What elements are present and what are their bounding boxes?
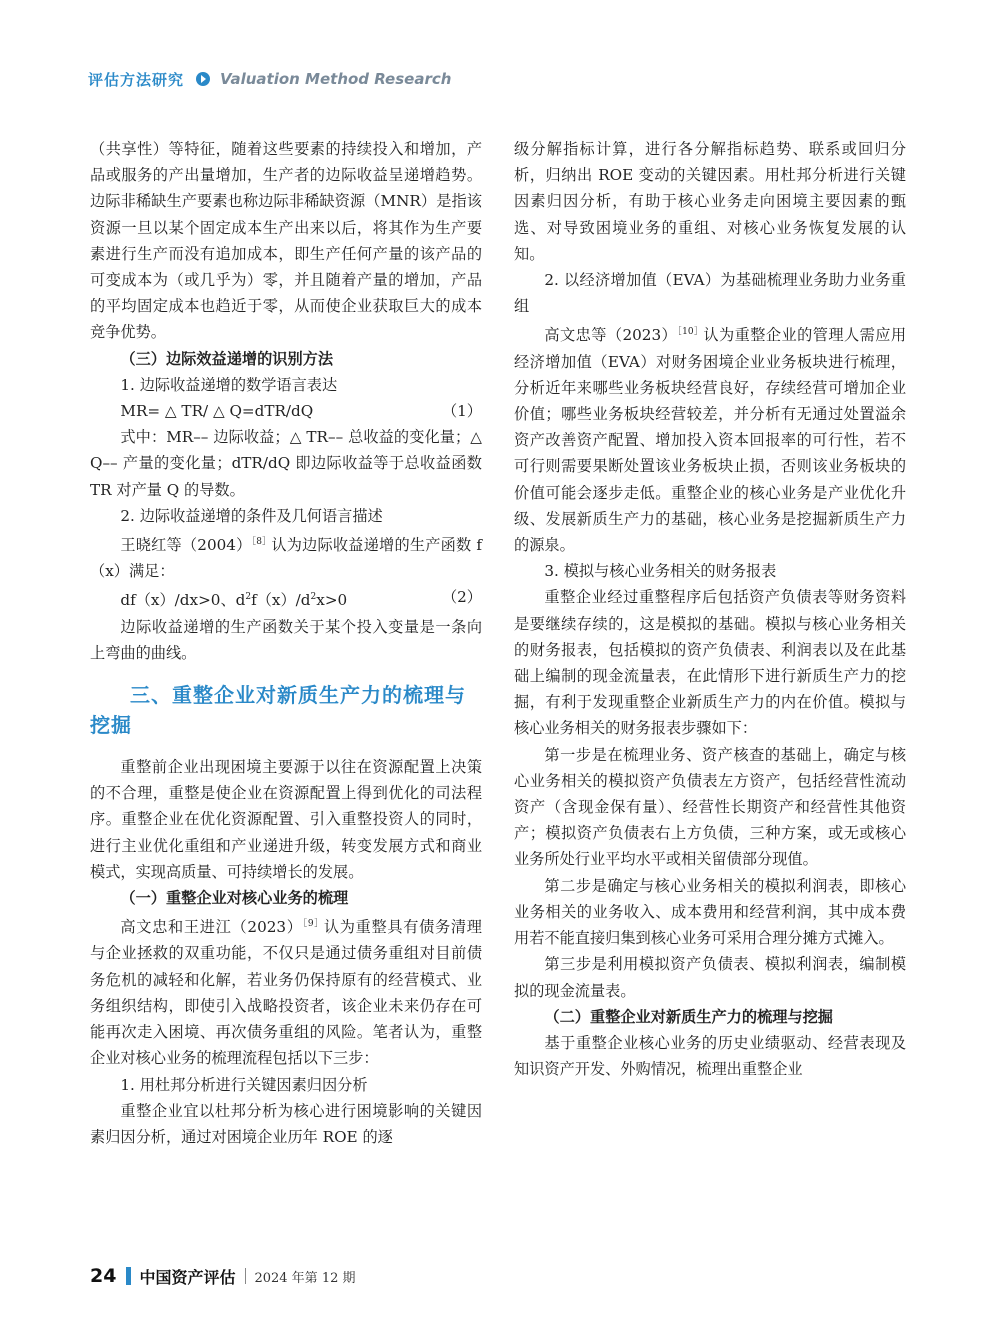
chevron-right-icon <box>196 72 210 86</box>
paragraph: 重整企业经过重整程序后包括资产负债表等财务资料是要继续存续的，这是模拟的基础。模拟与核心业务相关的财务报表，包括模拟的资产负债表、利润表以及在此基础上编制的现金流量表，在此情形下进行新质生产力的挖掘，有利于发现重整企业新质生产力的内在价值。模拟与核心业务相关的财务报表步骤如下： <box>514 588 906 738</box>
issue-label: 2024 年第 12 期 <box>254 1270 356 1286</box>
paragraph-text: 认为重整具有债务清理与企业拯救的双重功能，不仅只是通过债务重组对目前债务危机的减轻和化解，若业务仍保持原有的经营模式、业务组织结构，即使引入战略投资者，该企业未来仍存在可能再次走入困境、再次债务重组的风险。笔者认为，重整企业对核心业务的梳理流程包括以下三步： <box>90 918 482 1068</box>
paragraph <box>90 911 482 1071</box>
paragraph: 级分解指标计算，进行各分解指标趋势、联系或回归分析，归纳出 ROE 变动的关键因素。用杜邦分析进行关键因素归因分析，有助于核心业务走向困境主要因素的甄选、对导致困境业务的重组、对核心业务恢复发展的认知。 <box>514 140 906 263</box>
subsection-heading: （三）边际效益递增的识别方法 <box>120 349 334 368</box>
eq-part: f（x）/d <box>251 591 311 610</box>
reference-mark: ［9］ <box>302 919 324 930</box>
paragraph: 第三步是利用模拟资产负债表、模拟利润表，编制模拟的现金流量表。 <box>514 955 906 1000</box>
subsection-heading: （一）重整企业对核心业务的梳理 <box>120 889 349 908</box>
citation-author: 高文忠和王进江（2023） <box>120 918 303 937</box>
divider <box>245 1268 246 1284</box>
section-title-cn: 评估方法研究 <box>88 70 185 89</box>
paragraph: 第二步是确定与核心业务相关的模拟利润表，即核心业务相关的业务收入、成本费用和经营利润，其中成本费用若不能直接归集到核心业务可采用合理分摊方式摊入。 <box>514 876 906 948</box>
eq-sup: 2 <box>310 592 317 603</box>
right-column <box>514 136 906 1082</box>
page-footer <box>90 1265 356 1287</box>
section-heading: 三、重整企业对新质生产力的梳理与挖掘 <box>90 683 466 738</box>
subheading: 3. 模拟与核心业务相关的财务报表 <box>544 562 777 581</box>
running-header <box>88 68 451 90</box>
equation-number: （1） <box>441 402 482 421</box>
reference-mark: ［10］ <box>677 327 704 338</box>
journal-title: 中国资产评估 <box>139 1267 236 1287</box>
paragraph: 基于重整企业核心业务的历史业绩驱动、经营表现及知识资产开发、外购情况，梳理出重整企业 <box>514 1033 906 1079</box>
subheading: 1. 用杜邦分析进行关键因素归因分析 <box>120 1075 368 1094</box>
paragraph: （共享性）等特征，随着这些要素的持续投入和增加，产品或服务的产出量增加，生产者的边际收益呈递增趋势。边际非稀缺生产要素也称边际非稀缺资源（MNR）是指该资源一旦以某个固定成本生产出来以后，将其作为生产要素进行生产而没有追加成本，即生产任何产量的该产品的可变成本为（或几乎为）零，并且随着产量的增加，产品的平均固定成本也趋近于零，从而使企业获取巨大的成本竞争优势。 <box>90 140 482 342</box>
page-number: 24 <box>90 1265 117 1287</box>
paragraph: 重整前企业出现困境主要源于以往在资源配置上决策的不合理，重整是使企业在资源配置上得到优化的司法程序。重整企业在优化资源配置、引入重整投资人的同时，进行主业优化重组和产业递进升级，转变发展方式和商业模式，实现高质量、可持续增长的发展。 <box>90 758 482 881</box>
paragraph-text: 认为重整企业的管理人需应用经济增加值（EVA）对财务困境企业业务板块进行梳理，分析近年来哪些业务板块经营良好，存续经营可增加企业价值；哪些业务板块经营较差，并分析有无通过处置溢余资产改善资产配置、增加投入资本回报率的可行性，若不可行则需要果断处置该业务板块止损，否则该业务板块的价值可能会逐步走低。重整企业的核心业务是产业优化升级、发展新质生产力的基础，核心业务是挖掘新质生产力的源泉。 <box>514 326 907 555</box>
eq-part: df（x）/dx>0、d <box>120 591 246 610</box>
equation-text: MR= △ TR/ △ Q=dTR/dQ <box>120 402 314 421</box>
equation-1 <box>90 398 482 424</box>
reference-mark: ［8］ <box>251 537 272 548</box>
equation-number: （2） <box>441 588 482 607</box>
paragraph: 第一步是在梳理业务、资产核查的基础上，确定与核心业务相关的模拟资产负债表左方资产，包括经营性流动资产（含现金保有量）、经营性长期资产和经营性其他资产；模拟资产负债表右上方负债，三种方案，或无或核心业务所处行业平均水平或相关留债部分现值。 <box>514 745 906 869</box>
citation-author: 高文忠等（2023） <box>544 326 678 345</box>
subheading: 2. 以经济增加值（EVA）为基础梳理业务助力业务重组 <box>514 271 906 316</box>
left-column <box>90 136 482 1150</box>
section-title-en: Valuation Method Research <box>220 70 452 88</box>
eq-sup: 2 <box>245 592 252 603</box>
paragraph <box>90 529 482 584</box>
equation-text <box>120 584 347 613</box>
citation-author: 王晓红等（2004） <box>120 536 252 555</box>
paragraph-text: 认为边际收益递增的生产函数 f（x）满足： <box>90 536 483 581</box>
divider-bar <box>126 1267 131 1285</box>
eq-part: x>0 <box>316 591 348 610</box>
subheading: 2. 边际收益递增的条件及几何语言描述 <box>120 506 383 525</box>
paragraph <box>514 319 906 558</box>
paragraph: 式中：MR–– 边际收益；△ TR–– 总收益的变化量；△ Q–– 产量的变化量；dTR/dQ 即边际收益等于总收益函数 TR 对产量 Q 的导数。 <box>90 428 482 499</box>
subsection-heading: （二）重整企业对新质生产力的梳理与挖掘 <box>544 1007 833 1026</box>
paragraph: 边际收益递增的生产函数关于某个投入变量是一条向上弯曲的曲线。 <box>90 617 482 662</box>
subheading: 1. 边际收益递增的数学语言表达 <box>120 375 338 394</box>
equation-2 <box>90 584 482 613</box>
paragraph: 重整企业宜以杜邦分析为核心进行困境影响的关键因素归因分析，通过对困境企业历年 ROE 的逐 <box>90 1101 482 1146</box>
